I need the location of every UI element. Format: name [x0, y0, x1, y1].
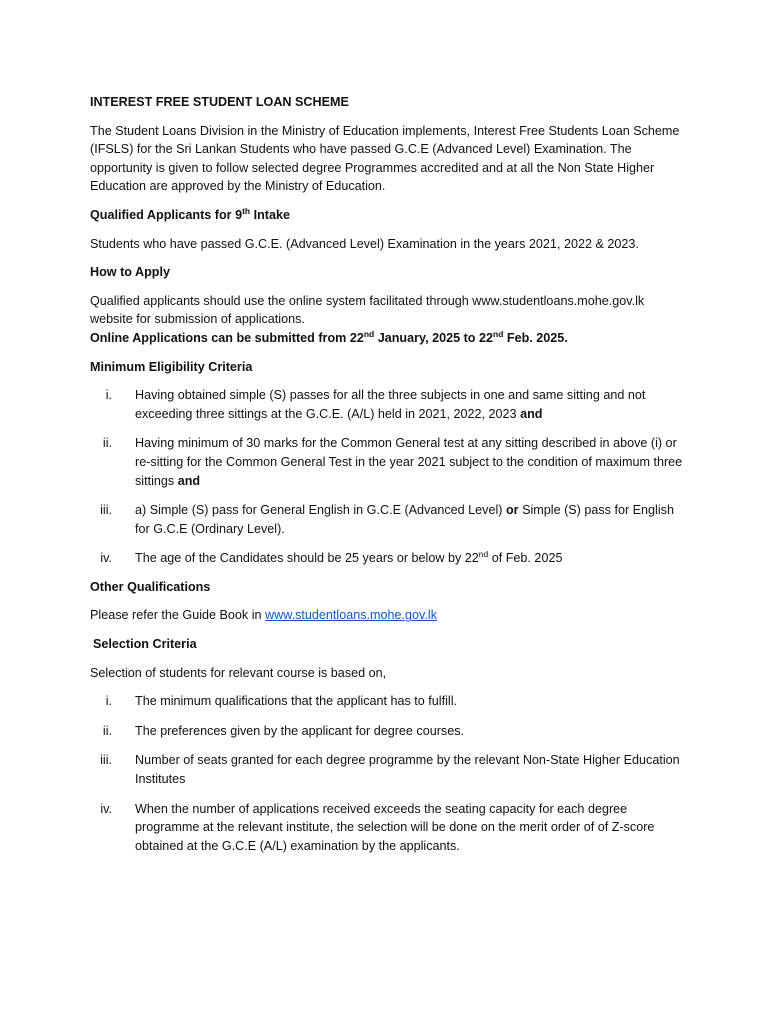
eligibility-item	[90, 386, 690, 423]
list-number: iii.	[100, 753, 112, 768]
eligibility-item	[90, 434, 690, 490]
document-body	[90, 93, 690, 855]
list-number: ii.	[102, 723, 112, 738]
other-qualifications-text	[90, 606, 690, 625]
online-dates-text-3: Feb. 2025.	[503, 330, 568, 345]
other-qualifications-heading: Other Qualifications	[90, 579, 211, 594]
qualified-heading	[90, 206, 690, 225]
selection-item-text: Number of seats granted for each degree programme by the relevant Non-State Higher Education Institutes	[135, 753, 680, 787]
qualified-text: Students who have passed G.C.E. (Advanced Level) Examination in the years 2021, 2022 & 2023.	[90, 236, 639, 251]
list-number: i.	[105, 388, 112, 403]
eligibility-item-bold: and	[177, 473, 201, 488]
eligibility-heading: Minimum Eligibility Criteria	[90, 359, 253, 374]
selection-item	[90, 722, 690, 741]
selection-item	[90, 800, 690, 856]
selection-item-text: The minimum qualifications that the applicant has to fulfill.	[135, 694, 458, 709]
selection-heading: Selection Criteria	[93, 637, 197, 652]
selection-intro: Selection of students for relevant course is based on,	[90, 665, 387, 680]
selection-item	[90, 692, 690, 711]
online-dates-text-1: Online Applications can be submitted from 22	[90, 330, 364, 345]
qualified-heading-text: Qualified Applicants for 9	[90, 207, 243, 222]
intro-paragraph: The Student Loans Division in the Ministry of Education implements, Interest Free Students Loan Scheme (IFSLS) for the Sri Lankan Students who have passed G.C.E (Advanced Level) Examination. The opportunity is given to follow selected degree Programmes accredited and at all the Non State Higher Education are approved by the Ministry of Education.	[90, 123, 680, 194]
list-number: ii.	[102, 436, 112, 451]
eligibility-item-bold: and	[520, 406, 543, 421]
list-number: iii.	[100, 503, 112, 518]
eligibility-item-text: Having minimum of 30 marks for the Common General test at any sitting described in above (i) or re-sitting for the Common General Test in the year 2021 subject to the condition of maximum three sittings	[135, 436, 683, 488]
online-dates-sup-2: nd	[493, 328, 504, 339]
eligibility-item-text: a) Simple (S) pass for General English in G.C.E (Advanced Level)	[135, 503, 506, 518]
how-to-apply-heading: How to Apply	[90, 265, 170, 280]
list-number: i.	[105, 694, 112, 709]
eligibility-list	[90, 386, 690, 568]
selection-item-text: When the number of applications received exceeds the seating capacity for each degree programme at the relevant institute, the selection will be done on the merit order of of Z-score obtained at the G.C.E (A/L) examination by the applicants.	[135, 801, 655, 853]
online-dates-text-2: January, 2025 to 22	[374, 330, 494, 345]
list-number: iv.	[100, 801, 112, 816]
qualified-heading-sup: th	[242, 205, 251, 216]
eligibility-item	[90, 501, 690, 538]
eligibility-item-text-end: Simple (S) pass for English for G.C.E (Ordinary Level).	[135, 503, 674, 536]
online-application-dates	[90, 329, 690, 348]
guide-book-text: Please refer the Guide Book in	[90, 608, 266, 623]
eligibility-item-sup: nd	[478, 549, 489, 560]
qualified-heading-suffix: Intake	[250, 207, 291, 222]
eligibility-item-text: The age of the Candidates should be 25 years or below by 22	[135, 551, 479, 566]
list-number: iv.	[100, 551, 112, 566]
selection-item	[90, 751, 690, 788]
eligibility-item-bold: or	[505, 503, 519, 518]
eligibility-item	[90, 549, 690, 568]
online-dates-sup-1: nd	[363, 328, 375, 339]
eligibility-item-text: Having obtained simple (S) passes for all the three subjects in one and same sitting and not exceeding three sittings at the G.C.E. (A/L) held in 2021, 2022, 2023	[135, 388, 646, 421]
selection-item-text: The preferences given by the applicant for degree courses.	[135, 723, 465, 738]
selection-list	[90, 692, 690, 855]
document-title: INTEREST FREE STUDENT LOAN SCHEME	[90, 95, 349, 109]
student-loans-link[interactable]: www.studentloans.mohe.gov.lk	[265, 608, 437, 623]
how-to-apply-text: Qualified applicants should use the online system facilitated through www.studentloans.mohe.gov.lk website for submission of applications.	[90, 293, 645, 327]
eligibility-item-text-end: of Feb. 2025	[488, 551, 563, 566]
